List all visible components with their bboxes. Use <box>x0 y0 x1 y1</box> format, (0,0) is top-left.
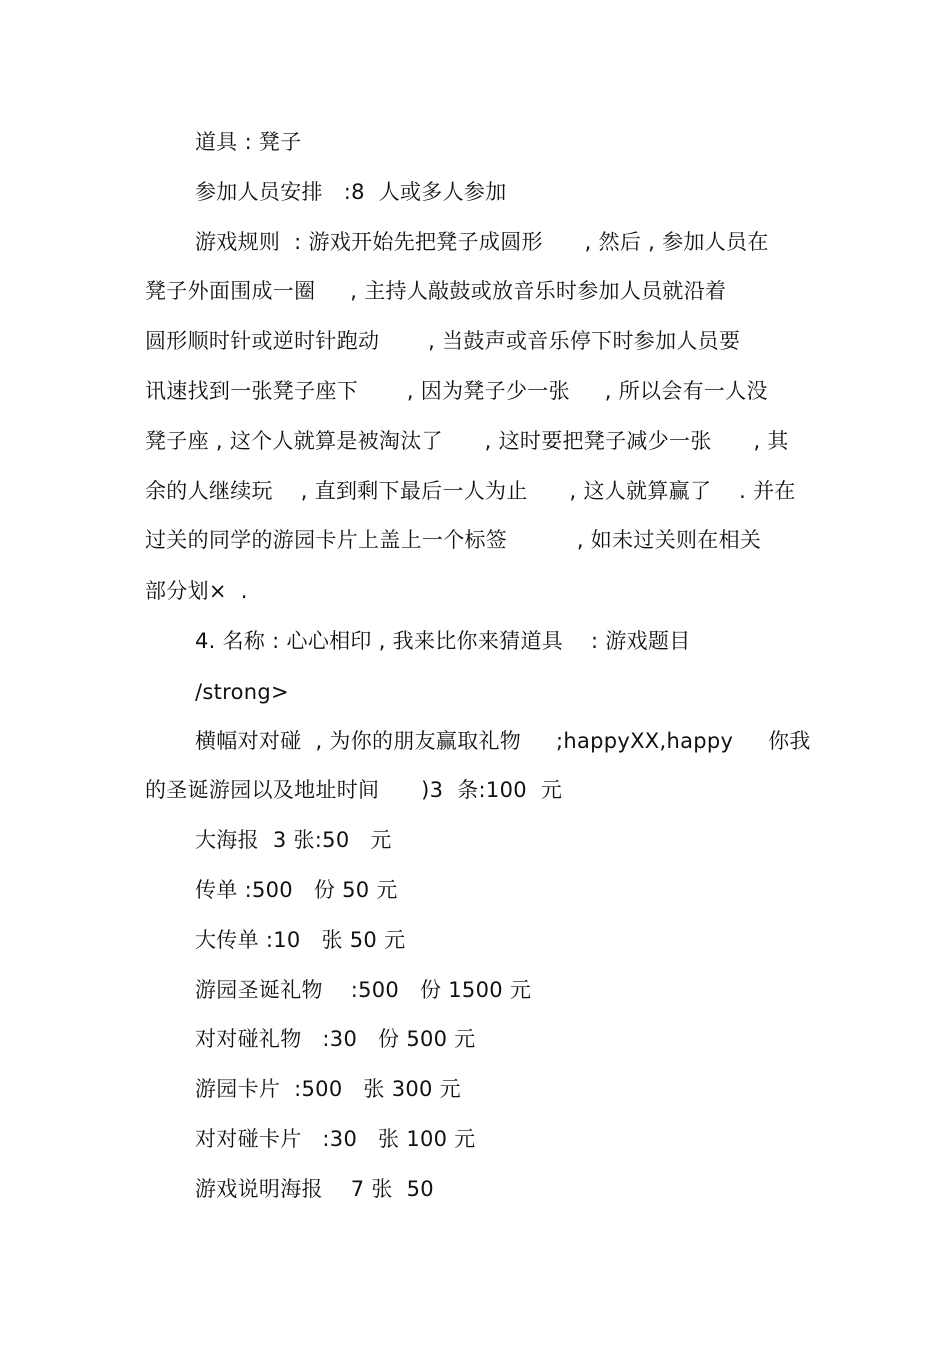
text-line: 过关的同学的游园卡片上盖上一个标签 , 如未过关则在相关 <box>145 528 762 552</box>
text-line: 凳子座 , 这个人就算是被淘汰了 , 这时要把凳子减少一张 , 其 <box>145 429 789 453</box>
text-line: 的圣诞游园以及地址时间 )3 条:100 元 <box>145 778 563 802</box>
list-item: 游园圣诞礼物 :500 份 1500 元 <box>195 978 532 1002</box>
list-item: 大传单 :10 张 50 元 <box>195 928 406 952</box>
list-item: 游戏说明海报 7 张 50 <box>195 1177 434 1201</box>
list-item: 对对碰礼物 :30 份 500 元 <box>195 1027 476 1051</box>
text-line: 参加人员安排 :8 人或多人参加 <box>195 180 507 204</box>
text-line: 游戏规则 : 游戏开始先把凳子成圆形 , 然后 , 参加人员在 <box>195 230 769 254</box>
text-line: /strong> <box>195 680 289 704</box>
list-item: 传单 :500 份 50 元 <box>195 878 398 902</box>
list-item: 大海报 3 张:50 元 <box>195 828 392 852</box>
list-item: 游园卡片 :500 张 300 元 <box>195 1077 461 1101</box>
list-item: 对对碰卡片 :30 张 100 元 <box>195 1127 476 1151</box>
text-line: 道具 : 凳子 <box>195 130 302 154</box>
text-line: 凳子外面围成一圈 , 主持人敲鼓或放音乐时参加人员就沿着 <box>145 279 727 303</box>
text-line: 余的人继续玩 , 直到剩下最后一人为止 , 这人就算赢了 . 并在 <box>145 479 796 503</box>
text-line: 横幅对对碰 , 为你的朋友赢取礼物 ;happyXX,happy 你我 <box>195 729 811 753</box>
text-line: 讯速找到一张凳子座下 , 因为凳子少一张 , 所以会有一人没 <box>145 379 768 403</box>
section-heading: 4. 名称 : 心心相印 , 我来比你来猜道具 : 游戏题目 <box>195 629 691 653</box>
text-line: 圆形顺时针或逆时针跑动 , 当鼓声或音乐停下时参加人员要 <box>145 329 741 353</box>
text-line: 部分划× . <box>145 579 248 603</box>
